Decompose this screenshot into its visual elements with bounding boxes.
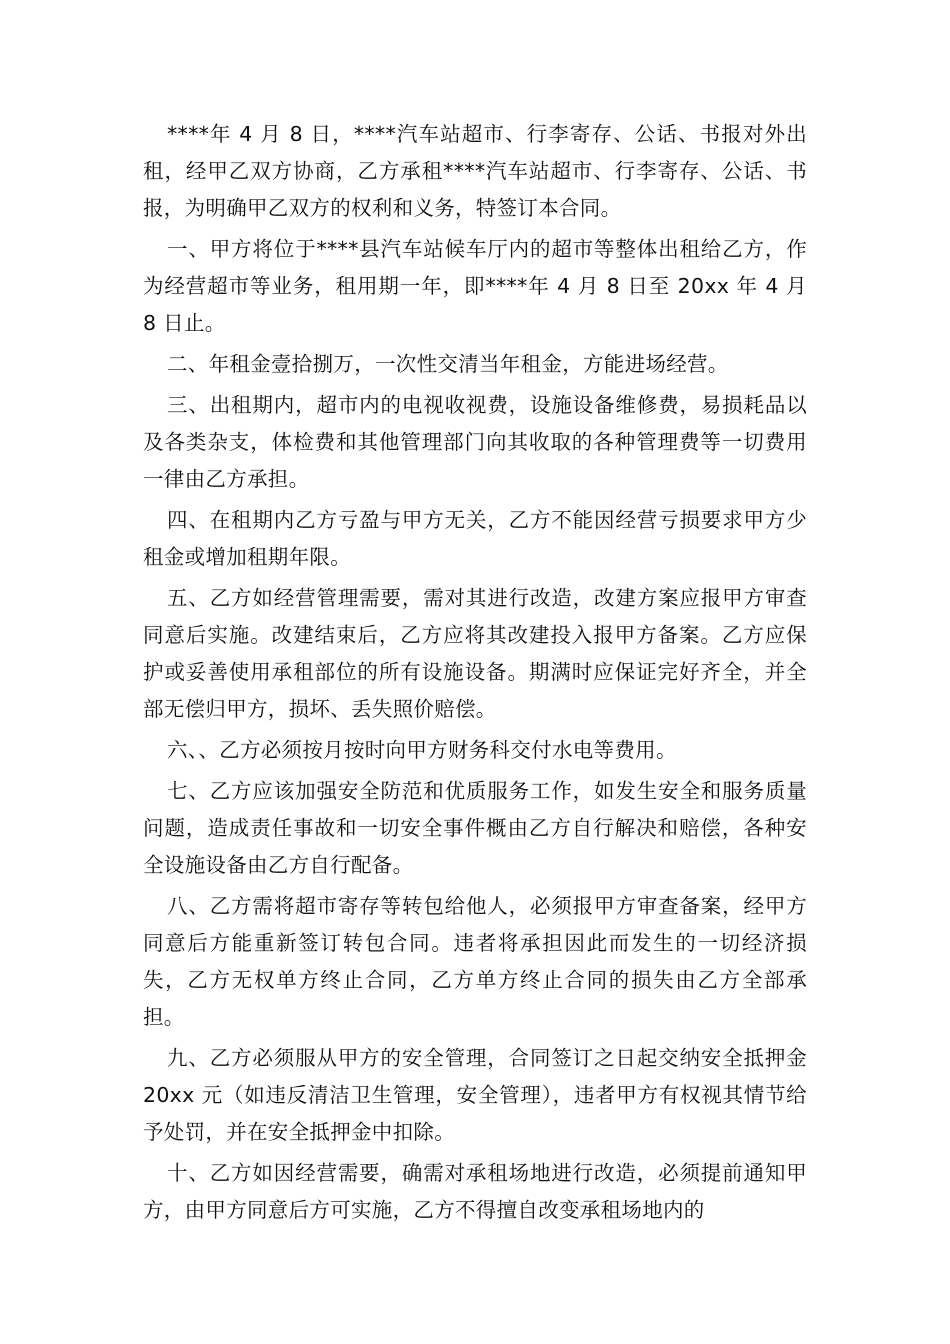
contract-body xyxy=(143,116,807,1233)
clause-3-paragraph: 三、出租期内，超市内的电视收视费，设施设备维修费，易损耗品以及各类杂支，体检费和其他管理部门向其收取的各种管理费等一切费用一律由乙方承担。 xyxy=(143,393,807,491)
clause-8-paragraph: 八、乙方需将超市寄存等转包给他人，必须报甲方审查备案，经甲方同意后方能重新签订转包合同。违者将承担因此而发生的一切经济损失，乙方无权单方终止合同，乙方单方终止合同的损失由乙方全部承担。 xyxy=(143,894,807,1029)
clause-5-paragraph: 五、乙方如经营管理需要，需对其进行改造，改建方案应报甲方审查同意后实施。改建结束后，乙方应将其改建投入报甲方备案。乙方应保护或妥善使用承租部位的所有设施设备。期满时应保证完好齐全，并全部无偿归甲方，损坏、丢失照价赔偿。 xyxy=(143,586,807,721)
clause-2-paragraph: 二、年租金壹拾捌万，一次性交清当年租金，方能进场经营。 xyxy=(167,352,729,376)
clause-4-paragraph: 四、在租期内乙方亏盈与甲方无关，乙方不能因经营亏损要求甲方少租金或增加租期年限。 xyxy=(143,508,807,569)
clause-7-paragraph: 七、乙方应该加强安全防范和优质服务工作，如发生安全和服务质量问题，造成责任事故和一切安全事件概由乙方自行解决和赔偿，各种安全设施设备由乙方自行配备。 xyxy=(143,779,807,877)
clause-9-paragraph: 九、乙方必须服从甲方的安全管理，合同签订之日起交纳安全抵押金 20xx 元（如违反清洁卫生管理，安全管理），违者甲方有权视其情节给予处罚，并在安全抵押金中扣除。 xyxy=(143,1046,807,1144)
clause-6-paragraph: 六、、乙方必须按月按时向甲方财务科交付水电等费用。 xyxy=(167,738,677,762)
clause-10-paragraph: 十、乙方如因经营需要，确需对承租场地进行改造，必须提前通知甲方，由甲方同意后方可实施，乙方不得擅自改变承租场地内的 xyxy=(143,1161,807,1222)
clause-1-paragraph: 一、甲方将位于****县汽车站候车厅内的超市等整体出租给乙方，作为经营超市等业务，租用期一年，即****年 4 月 8 日至 20xx 年 4 月 8 日止。 xyxy=(143,237,807,335)
intro-paragraph: ****年 4 月 8 日，****汽车站超市、行李寄存、公话、书报对外出租，经甲乙双方协商，乙方承租****汽车站超市、行李寄存、公话、书报，为明确甲乙双方的权利和义务，特签订本合同。 xyxy=(143,122,807,220)
